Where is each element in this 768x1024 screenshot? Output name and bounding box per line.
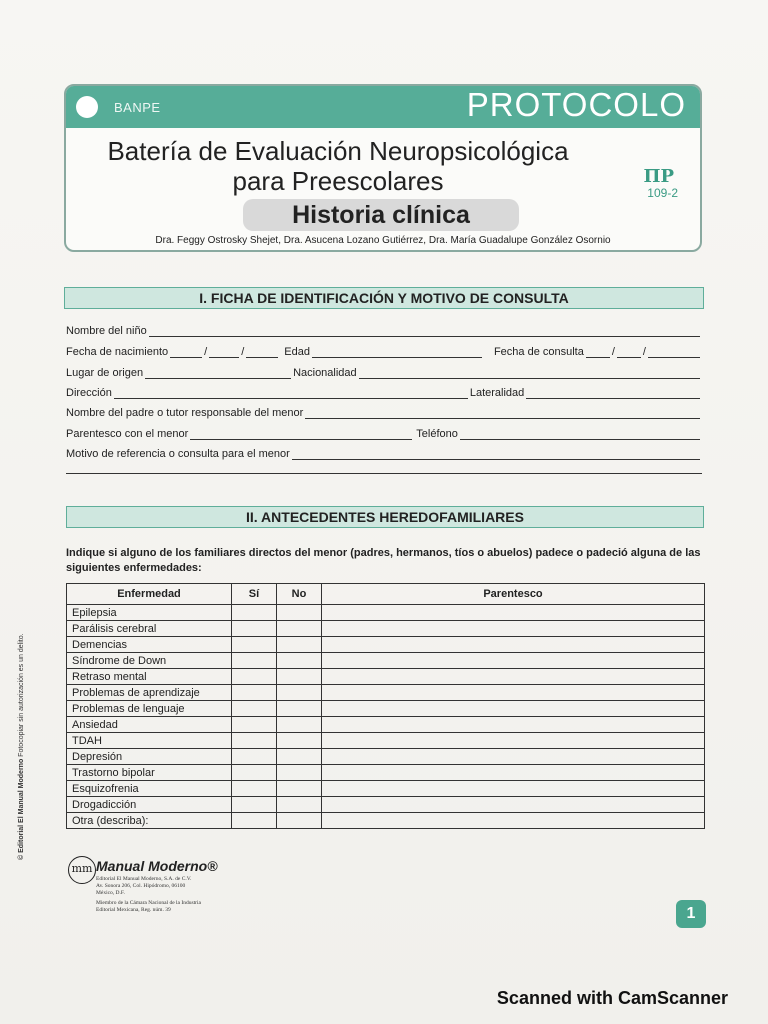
- form-row-origin: [66, 363, 702, 379]
- nationality-field[interactable]: [359, 366, 700, 379]
- yes-checkbox-cell[interactable]: [232, 685, 277, 701]
- yes-checkbox-cell[interactable]: [232, 717, 277, 733]
- instructions-text: Indique si alguno de los familiares directos del menor (padres, hermanos, tíos o abuelos) padece o padeció alguna de las siguientes enfermedades:: [66, 547, 701, 574]
- yes-checkbox-cell[interactable]: [232, 733, 277, 749]
- form-row-relationship: [66, 424, 702, 440]
- birth-year-field[interactable]: [246, 345, 278, 358]
- section-title-identification: I. FICHA DE IDENTIFICACIÓN Y MOTIVO DE CONSULTA: [64, 287, 704, 309]
- relationship-cell[interactable]: [322, 781, 705, 797]
- table-row: [67, 717, 705, 733]
- table-header-row: [67, 584, 705, 605]
- publisher-logo-mark: ΠΡ: [643, 166, 674, 187]
- publisher-address-line: Av. Sonora 206, Col. Hipódromo, 06100: [96, 883, 186, 889]
- parent-field[interactable]: [305, 406, 700, 419]
- relationship-cell[interactable]: [322, 797, 705, 813]
- disease-cell: Demencias: [67, 637, 232, 653]
- no-checkbox-cell[interactable]: [277, 765, 322, 781]
- table-row: [67, 637, 705, 653]
- no-checkbox-cell[interactable]: [277, 653, 322, 669]
- origin-field[interactable]: [145, 366, 291, 379]
- table-row: [67, 685, 705, 701]
- authors-line: Dra. Feggy Ostrosky Shejet, Dra. Asucena Lozano Gutiérrez, Dra. María Guadalupe González Osornio: [155, 235, 611, 246]
- section-title-family-history: II. ANTECEDENTES HEREDOFAMILIARES: [66, 506, 704, 528]
- form-row-name: [66, 321, 702, 337]
- circle-icon: [76, 96, 98, 118]
- no-checkbox-cell[interactable]: [277, 781, 322, 797]
- form-row-parent: [66, 403, 702, 419]
- reason-field[interactable]: [292, 447, 700, 460]
- name-label: Nombre del niño: [66, 325, 147, 337]
- disease-cell: Depresión: [67, 749, 232, 765]
- disease-cell: Otra (describa):: [67, 813, 232, 829]
- date-separator: /: [642, 346, 646, 358]
- disease-cell: Drogadicción: [67, 797, 232, 813]
- copy-warning: Fotocopiar sin autorización es un delito.: [18, 633, 25, 757]
- nationality-label: Nacionalidad: [293, 367, 357, 379]
- column-header-disease: Enfermedad: [67, 584, 232, 605]
- family-history-table: [66, 583, 705, 829]
- no-checkbox-cell[interactable]: [277, 685, 322, 701]
- birth-date-label: Fecha de nacimiento: [66, 346, 169, 358]
- reason-field-continuation[interactable]: [66, 473, 702, 474]
- yes-checkbox-cell[interactable]: [232, 749, 277, 765]
- relationship-field[interactable]: [190, 427, 412, 440]
- table-row: [67, 797, 705, 813]
- yes-checkbox-cell[interactable]: [232, 605, 277, 621]
- no-checkbox-cell[interactable]: [277, 717, 322, 733]
- table-row: [67, 733, 705, 749]
- table-row: [67, 781, 705, 797]
- age-label: Edad: [284, 346, 310, 358]
- no-checkbox-cell[interactable]: [277, 605, 322, 621]
- date-separator: /: [204, 346, 208, 358]
- phone-field[interactable]: [460, 427, 700, 440]
- publisher-address-line: México, D.F.: [96, 890, 125, 896]
- page-number: 1: [676, 900, 706, 928]
- relationship-cell[interactable]: [322, 653, 705, 669]
- disease-cell: TDAH: [67, 733, 232, 749]
- origin-label: Lugar de origen: [66, 367, 144, 379]
- yes-checkbox-cell[interactable]: [232, 797, 277, 813]
- consult-date-label: Fecha de consulta: [493, 346, 584, 358]
- relationship-cell[interactable]: [322, 669, 705, 685]
- table-row: [67, 813, 705, 829]
- disease-cell: Problemas de aprendizaje: [67, 685, 232, 701]
- relationship-cell[interactable]: [322, 701, 705, 717]
- header-band: [66, 86, 700, 128]
- form-row-reason: [66, 444, 702, 460]
- yes-checkbox-cell[interactable]: [232, 701, 277, 717]
- table-row: [67, 605, 705, 621]
- table-row: [67, 653, 705, 669]
- no-checkbox-cell[interactable]: [277, 797, 322, 813]
- yes-checkbox-cell[interactable]: [232, 621, 277, 637]
- column-header-yes: Sí: [232, 584, 277, 605]
- consult-month-field[interactable]: [617, 345, 641, 358]
- family-history-table-wrap: [66, 583, 705, 829]
- relationship-label: Parentesco con el menor: [66, 428, 189, 440]
- publisher-name: Manual Moderno®: [96, 858, 218, 874]
- publisher-membership: [96, 900, 201, 914]
- yes-checkbox-cell[interactable]: [232, 813, 277, 829]
- publisher-address: [96, 876, 191, 897]
- relationship-cell[interactable]: [322, 621, 705, 637]
- no-checkbox-cell[interactable]: [277, 637, 322, 653]
- no-checkbox-cell[interactable]: [277, 749, 322, 765]
- table-row: [67, 765, 705, 781]
- form-row-birth: [66, 342, 702, 358]
- publisher-address-line: Editorial El Manual Moderno, S.A. de C.V.: [96, 876, 192, 882]
- table-row: [67, 621, 705, 637]
- brand-label: BANPE: [114, 100, 161, 115]
- table-row: [67, 669, 705, 685]
- no-checkbox-cell[interactable]: [277, 669, 322, 685]
- address-field[interactable]: [114, 386, 468, 399]
- publisher-membership-line: Editorial Mexicana, Reg. núm. 39: [96, 907, 171, 913]
- relationship-cell[interactable]: [322, 813, 705, 829]
- name-field[interactable]: [149, 324, 700, 337]
- publisher-logo-icon: mm: [68, 856, 96, 884]
- yes-checkbox-cell[interactable]: [232, 637, 277, 653]
- disease-cell: Trastorno bipolar: [67, 765, 232, 781]
- table-row: [67, 701, 705, 717]
- reason-label: Motivo de referencia o consulta para el menor: [66, 448, 290, 460]
- protocol-header: [64, 84, 702, 252]
- disease-cell: Problemas de lenguaje: [67, 701, 232, 717]
- relationship-cell[interactable]: [322, 637, 705, 653]
- relationship-cell[interactable]: [322, 717, 705, 733]
- yes-checkbox-cell[interactable]: [232, 669, 277, 685]
- yes-checkbox-cell[interactable]: [232, 765, 277, 781]
- copyright-side-notice: [18, 633, 25, 860]
- relationship-cell[interactable]: [322, 685, 705, 701]
- consult-year-field[interactable]: [648, 345, 700, 358]
- document-title-line1: Batería de Evaluación Neuropsicológica: [107, 136, 569, 166]
- protocol-label: PROTOCOLO: [466, 86, 686, 123]
- publisher-membership-line: Miembro de la Cámara Nacional de la Industria: [96, 900, 201, 906]
- disease-cell: Síndrome de Down: [67, 653, 232, 669]
- disease-cell: Retraso mental: [67, 669, 232, 685]
- age-field[interactable]: [312, 345, 482, 358]
- form-row-address: [66, 383, 702, 399]
- relationship-cell[interactable]: [322, 765, 705, 781]
- disease-cell: Epilepsia: [67, 605, 232, 621]
- yes-checkbox-cell[interactable]: [232, 653, 277, 669]
- relationship-cell[interactable]: [322, 733, 705, 749]
- no-checkbox-cell[interactable]: [277, 733, 322, 749]
- no-checkbox-cell[interactable]: [277, 813, 322, 829]
- column-header-no: No: [277, 584, 322, 605]
- scanner-watermark: Scanned with CamScanner: [496, 988, 728, 1008]
- disease-cell: Ansiedad: [67, 717, 232, 733]
- address-label: Dirección: [66, 387, 112, 399]
- disease-cell: Parálisis cerebral: [67, 621, 232, 637]
- laterality-field[interactable]: [526, 386, 700, 399]
- no-checkbox-cell[interactable]: [277, 701, 322, 717]
- phone-label: Teléfono: [416, 428, 458, 440]
- table-row: [67, 749, 705, 765]
- relationship-cell[interactable]: [322, 749, 705, 765]
- parent-label: Nombre del padre o tutor responsable del menor: [66, 407, 304, 419]
- date-separator: /: [611, 346, 615, 358]
- birth-day-field[interactable]: [170, 345, 202, 358]
- document-code: 109-2: [647, 186, 678, 200]
- consult-day-field[interactable]: [586, 345, 610, 358]
- birth-month-field[interactable]: [209, 345, 239, 358]
- copyright-notice: © Editorial El Manual Moderno: [18, 758, 25, 860]
- yes-checkbox-cell[interactable]: [232, 781, 277, 797]
- relationship-cell[interactable]: [322, 605, 705, 621]
- document-subtitle: Historia clínica: [243, 199, 519, 231]
- document-title-line2: para Preescolares: [232, 166, 444, 196]
- column-header-relationship: Parentesco: [322, 584, 705, 605]
- disease-cell: Esquizofrenia: [67, 781, 232, 797]
- date-separator: /: [241, 346, 245, 358]
- no-checkbox-cell[interactable]: [277, 621, 322, 637]
- laterality-label: Lateralidad: [469, 387, 525, 399]
